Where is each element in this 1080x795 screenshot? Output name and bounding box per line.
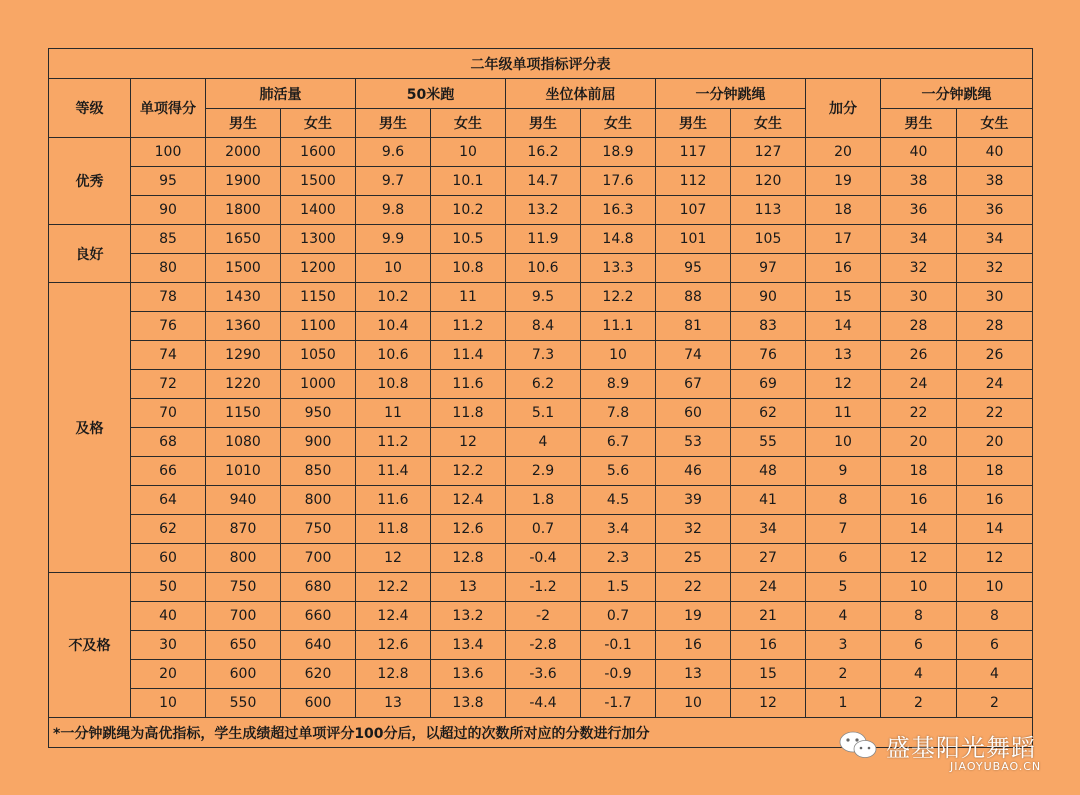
cell-rope-male: 81: [656, 312, 731, 341]
table-row: [49, 167, 1033, 196]
table-row: [49, 312, 1033, 341]
cell-rope-bonus-female: 14: [957, 515, 1033, 544]
cell-vital-capacity-male: 1010: [206, 457, 281, 486]
cell-rope-bonus-female: 32: [957, 254, 1033, 283]
watermark-text: 盛基阳光舞蹈: [886, 734, 1036, 762]
cell-bonus: 3: [806, 631, 881, 660]
cell-rope-female: 127: [731, 138, 806, 167]
cell-vital-capacity-male: 1080: [206, 428, 281, 457]
cell-rope-male: 16: [656, 631, 731, 660]
cell-run50-female: 13.4: [431, 631, 506, 660]
cell-score: 60: [131, 544, 206, 573]
cell-rope-bonus-male: 26: [881, 341, 957, 370]
cell-run50-male: 12.2: [356, 573, 431, 602]
cell-sit-reach-female: 16.3: [581, 196, 656, 225]
cell-vital-capacity-male: 1800: [206, 196, 281, 225]
cell-rope-female: 97: [731, 254, 806, 283]
cell-vital-capacity-female: 1600: [281, 138, 356, 167]
cell-vital-capacity-male: 1430: [206, 283, 281, 312]
cell-rope-bonus-male: 10: [881, 573, 957, 602]
table-row: [49, 196, 1033, 225]
cell-vital-capacity-female: 660: [281, 602, 356, 631]
cell-run50-female: 11: [431, 283, 506, 312]
cell-run50-male: 10: [356, 254, 431, 283]
cell-rope-male: 25: [656, 544, 731, 573]
cell-score: 78: [131, 283, 206, 312]
header-female: 女生: [281, 109, 356, 138]
cell-rope-bonus-male: 30: [881, 283, 957, 312]
cell-sit-reach-female: 11.1: [581, 312, 656, 341]
cell-run50-male: 10.8: [356, 370, 431, 399]
cell-vital-capacity-male: 750: [206, 573, 281, 602]
cell-vital-capacity-female: 600: [281, 689, 356, 718]
cell-vital-capacity-female: 800: [281, 486, 356, 515]
table-row: [49, 631, 1033, 660]
cell-rope-male: 22: [656, 573, 731, 602]
table-row: [49, 399, 1033, 428]
cell-bonus: 8: [806, 486, 881, 515]
cell-vital-capacity-female: 1000: [281, 370, 356, 399]
header-male: 男生: [356, 109, 431, 138]
cell-sit-reach-male: 16.2: [506, 138, 581, 167]
cell-score: 76: [131, 312, 206, 341]
cell-rope-male: 10: [656, 689, 731, 718]
header-50m-run: 50米跑: [356, 79, 506, 109]
cell-rope-female: 62: [731, 399, 806, 428]
table-row: [49, 515, 1033, 544]
cell-rope-bonus-female: 4: [957, 660, 1033, 689]
cell-vital-capacity-female: 900: [281, 428, 356, 457]
cell-run50-male: 9.6: [356, 138, 431, 167]
cell-sit-reach-male: 13.2: [506, 196, 581, 225]
table-row: [49, 225, 1033, 254]
cell-rope-bonus-female: 28: [957, 312, 1033, 341]
cell-run50-female: 11.6: [431, 370, 506, 399]
cell-run50-female: 12.8: [431, 544, 506, 573]
cell-score: 70: [131, 399, 206, 428]
cell-rope-male: 112: [656, 167, 731, 196]
cell-sit-reach-female: 0.7: [581, 602, 656, 631]
cell-run50-male: 9.7: [356, 167, 431, 196]
header-female: 女生: [431, 109, 506, 138]
header-rope-skipping: 一分钟跳绳: [656, 79, 806, 109]
cell-run50-female: 10.2: [431, 196, 506, 225]
cell-rope-female: 83: [731, 312, 806, 341]
cell-rope-bonus-female: 26: [957, 341, 1033, 370]
cell-bonus: 18: [806, 196, 881, 225]
cell-bonus: 14: [806, 312, 881, 341]
cell-rope-male: 74: [656, 341, 731, 370]
cell-bonus: 1: [806, 689, 881, 718]
cell-rope-bonus-male: 2: [881, 689, 957, 718]
cell-score: 66: [131, 457, 206, 486]
table-title: 二年级单项指标评分表: [49, 49, 1033, 79]
cell-rope-female: 15: [731, 660, 806, 689]
table-row: [49, 602, 1033, 631]
cell-score: 30: [131, 631, 206, 660]
cell-sit-reach-male: 5.1: [506, 399, 581, 428]
cell-run50-male: 12.6: [356, 631, 431, 660]
cell-rope-male: 39: [656, 486, 731, 515]
cell-run50-male: 11: [356, 399, 431, 428]
cell-sit-reach-male: 9.5: [506, 283, 581, 312]
cell-rope-female: 24: [731, 573, 806, 602]
cell-score: 100: [131, 138, 206, 167]
cell-run50-female: 12.2: [431, 457, 506, 486]
cell-sit-reach-male: -1.2: [506, 573, 581, 602]
table-row: [49, 457, 1033, 486]
cell-rope-bonus-female: 38: [957, 167, 1033, 196]
cell-vital-capacity-male: 1290: [206, 341, 281, 370]
cell-vital-capacity-female: 700: [281, 544, 356, 573]
cell-bonus: 6: [806, 544, 881, 573]
cell-bonus: 16: [806, 254, 881, 283]
cell-vital-capacity-male: 800: [206, 544, 281, 573]
cell-run50-male: 11.8: [356, 515, 431, 544]
cell-rope-male: 19: [656, 602, 731, 631]
cell-sit-reach-female: -0.1: [581, 631, 656, 660]
cell-rope-female: 105: [731, 225, 806, 254]
table-footnote: *一分钟跳绳为高优指标，学生成绩超过单项评分100分后，以超过的次数所对应的分数进行加分: [49, 718, 1033, 748]
cell-sit-reach-male: -0.4: [506, 544, 581, 573]
cell-rope-female: 34: [731, 515, 806, 544]
cell-rope-female: 21: [731, 602, 806, 631]
header-sit-reach: 坐位体前屈: [506, 79, 656, 109]
cell-rope-male: 95: [656, 254, 731, 283]
cell-vital-capacity-male: 870: [206, 515, 281, 544]
score-table: [48, 48, 1033, 748]
cell-run50-male: 9.8: [356, 196, 431, 225]
table-row: [49, 370, 1033, 399]
cell-rope-female: 120: [731, 167, 806, 196]
table-row: [49, 283, 1033, 312]
cell-rope-bonus-female: 36: [957, 196, 1033, 225]
cell-rope-female: 90: [731, 283, 806, 312]
cell-sit-reach-female: 10: [581, 341, 656, 370]
cell-rope-female: 69: [731, 370, 806, 399]
cell-rope-bonus-female: 22: [957, 399, 1033, 428]
cell-rope-bonus-female: 2: [957, 689, 1033, 718]
cell-rope-bonus-female: 20: [957, 428, 1033, 457]
cell-run50-male: 12.8: [356, 660, 431, 689]
cell-sit-reach-female: 18.9: [581, 138, 656, 167]
cell-bonus: 13: [806, 341, 881, 370]
table-row: [49, 428, 1033, 457]
cell-rope-bonus-male: 32: [881, 254, 957, 283]
cell-score: 72: [131, 370, 206, 399]
cell-rope-male: 117: [656, 138, 731, 167]
cell-rope-bonus-female: 34: [957, 225, 1033, 254]
cell-rope-bonus-male: 4: [881, 660, 957, 689]
cell-sit-reach-female: 3.4: [581, 515, 656, 544]
cell-score: 85: [131, 225, 206, 254]
cell-score: 62: [131, 515, 206, 544]
cell-rope-female: 41: [731, 486, 806, 515]
cell-bonus: 10: [806, 428, 881, 457]
header-female: 女生: [957, 109, 1033, 138]
cell-rope-female: 113: [731, 196, 806, 225]
header-vital-capacity: 肺活量: [206, 79, 356, 109]
cell-bonus: 20: [806, 138, 881, 167]
cell-vital-capacity-male: 600: [206, 660, 281, 689]
cell-run50-male: 10.2: [356, 283, 431, 312]
grade-cell: 良好: [49, 225, 131, 283]
cell-vital-capacity-male: 1900: [206, 167, 281, 196]
cell-run50-female: 13: [431, 573, 506, 602]
cell-vital-capacity-male: 650: [206, 631, 281, 660]
cell-sit-reach-female: 7.8: [581, 399, 656, 428]
cell-rope-male: 13: [656, 660, 731, 689]
cell-sit-reach-male: 0.7: [506, 515, 581, 544]
cell-sit-reach-female: 2.3: [581, 544, 656, 573]
cell-sit-reach-male: 1.8: [506, 486, 581, 515]
cell-bonus: 4: [806, 602, 881, 631]
cell-run50-female: 12.6: [431, 515, 506, 544]
header-grade: 等级: [49, 79, 131, 138]
cell-sit-reach-female: 5.6: [581, 457, 656, 486]
table-row: [49, 544, 1033, 573]
cell-run50-female: 11.4: [431, 341, 506, 370]
watermark: [838, 720, 1068, 780]
grade-cell: 及格: [49, 283, 131, 573]
cell-run50-female: 13.6: [431, 660, 506, 689]
cell-vital-capacity-male: 1220: [206, 370, 281, 399]
cell-rope-bonus-male: 24: [881, 370, 957, 399]
cell-rope-bonus-female: 10: [957, 573, 1033, 602]
cell-score: 80: [131, 254, 206, 283]
cell-rope-bonus-male: 34: [881, 225, 957, 254]
cell-rope-bonus-female: 40: [957, 138, 1033, 167]
cell-bonus: 15: [806, 283, 881, 312]
cell-vital-capacity-male: 2000: [206, 138, 281, 167]
table-row: [49, 689, 1033, 718]
cell-bonus: 17: [806, 225, 881, 254]
cell-rope-female: 76: [731, 341, 806, 370]
cell-vital-capacity-male: 550: [206, 689, 281, 718]
cell-rope-female: 55: [731, 428, 806, 457]
cell-sit-reach-female: 6.7: [581, 428, 656, 457]
cell-sit-reach-male: 8.4: [506, 312, 581, 341]
cell-sit-reach-female: -0.9: [581, 660, 656, 689]
cell-rope-male: 53: [656, 428, 731, 457]
cell-bonus: 9: [806, 457, 881, 486]
header-male: 男生: [206, 109, 281, 138]
cell-run50-male: 13: [356, 689, 431, 718]
cell-vital-capacity-male: 1150: [206, 399, 281, 428]
cell-vital-capacity-female: 950: [281, 399, 356, 428]
cell-sit-reach-female: 12.2: [581, 283, 656, 312]
cell-rope-female: 48: [731, 457, 806, 486]
header-female: 女生: [581, 109, 656, 138]
table-body: [49, 138, 1033, 718]
cell-rope-male: 101: [656, 225, 731, 254]
cell-bonus: 12: [806, 370, 881, 399]
cell-sit-reach-female: 14.8: [581, 225, 656, 254]
table-row: [49, 138, 1033, 167]
cell-sit-reach-female: 17.6: [581, 167, 656, 196]
cell-score: 20: [131, 660, 206, 689]
cell-rope-bonus-female: 24: [957, 370, 1033, 399]
cell-vital-capacity-female: 1150: [281, 283, 356, 312]
cell-run50-female: 10.1: [431, 167, 506, 196]
cell-run50-male: 10.4: [356, 312, 431, 341]
cell-rope-female: 27: [731, 544, 806, 573]
header-male: 男生: [506, 109, 581, 138]
cell-rope-bonus-male: 16: [881, 486, 957, 515]
cell-rope-bonus-female: 8: [957, 602, 1033, 631]
cell-sit-reach-male: -2: [506, 602, 581, 631]
cell-run50-female: 12.4: [431, 486, 506, 515]
cell-vital-capacity-female: 620: [281, 660, 356, 689]
table-row: [49, 254, 1033, 283]
cell-rope-bonus-female: 18: [957, 457, 1033, 486]
header-score: 单项得分: [131, 79, 206, 138]
cell-bonus: 7: [806, 515, 881, 544]
cell-rope-male: 60: [656, 399, 731, 428]
grade-cell: 优秀: [49, 138, 131, 225]
cell-vital-capacity-male: 940: [206, 486, 281, 515]
cell-rope-bonus-female: 12: [957, 544, 1033, 573]
table-row: [49, 341, 1033, 370]
cell-run50-female: 13.2: [431, 602, 506, 631]
cell-run50-male: 12.4: [356, 602, 431, 631]
cell-run50-female: 10: [431, 138, 506, 167]
cell-rope-male: 32: [656, 515, 731, 544]
cell-sit-reach-male: 11.9: [506, 225, 581, 254]
score-sheet: [48, 48, 1034, 748]
cell-vital-capacity-female: 1400: [281, 196, 356, 225]
cell-rope-male: 46: [656, 457, 731, 486]
cell-vital-capacity-female: 1500: [281, 167, 356, 196]
cell-vital-capacity-female: 640: [281, 631, 356, 660]
cell-score: 68: [131, 428, 206, 457]
grade-cell: 不及格: [49, 573, 131, 718]
cell-rope-bonus-male: 40: [881, 138, 957, 167]
cell-vital-capacity-male: 1360: [206, 312, 281, 341]
cell-vital-capacity-male: 700: [206, 602, 281, 631]
header-bonus: 加分: [806, 79, 881, 138]
cell-vital-capacity-male: 1500: [206, 254, 281, 283]
header-rope-skipping-bonus: 一分钟跳绳: [881, 79, 1033, 109]
cell-rope-bonus-female: 6: [957, 631, 1033, 660]
wechat-icon: [838, 730, 878, 760]
cell-rope-bonus-male: 22: [881, 399, 957, 428]
cell-sit-reach-female: 8.9: [581, 370, 656, 399]
cell-sit-reach-male: 6.2: [506, 370, 581, 399]
cell-run50-male: 12: [356, 544, 431, 573]
cell-rope-male: 88: [656, 283, 731, 312]
cell-rope-bonus-male: 20: [881, 428, 957, 457]
cell-vital-capacity-female: 1050: [281, 341, 356, 370]
cell-vital-capacity-male: 1650: [206, 225, 281, 254]
cell-run50-male: 11.6: [356, 486, 431, 515]
cell-vital-capacity-female: 750: [281, 515, 356, 544]
cell-rope-bonus-male: 14: [881, 515, 957, 544]
cell-bonus: 19: [806, 167, 881, 196]
cell-sit-reach-male: -3.6: [506, 660, 581, 689]
watermark-subtext: JIAOYUBAO.CN: [950, 760, 1042, 773]
cell-run50-male: 11.4: [356, 457, 431, 486]
cell-sit-reach-male: -2.8: [506, 631, 581, 660]
cell-score: 90: [131, 196, 206, 225]
cell-rope-female: 12: [731, 689, 806, 718]
table-row: [49, 660, 1033, 689]
header-female: 女生: [731, 109, 806, 138]
cell-bonus: 2: [806, 660, 881, 689]
cell-sit-reach-female: -1.7: [581, 689, 656, 718]
cell-score: 64: [131, 486, 206, 515]
cell-rope-bonus-male: 18: [881, 457, 957, 486]
header-male: 男生: [656, 109, 731, 138]
cell-bonus: 11: [806, 399, 881, 428]
cell-sit-reach-female: 13.3: [581, 254, 656, 283]
cell-rope-bonus-male: 6: [881, 631, 957, 660]
cell-run50-female: 12: [431, 428, 506, 457]
cell-rope-bonus-male: 8: [881, 602, 957, 631]
cell-sit-reach-male: 14.7: [506, 167, 581, 196]
cell-vital-capacity-female: 850: [281, 457, 356, 486]
cell-score: 95: [131, 167, 206, 196]
cell-rope-bonus-male: 36: [881, 196, 957, 225]
cell-run50-female: 11.8: [431, 399, 506, 428]
cell-rope-male: 67: [656, 370, 731, 399]
cell-sit-reach-male: 10.6: [506, 254, 581, 283]
cell-run50-male: 10.6: [356, 341, 431, 370]
cell-rope-bonus-female: 30: [957, 283, 1033, 312]
cell-sit-reach-male: 4: [506, 428, 581, 457]
cell-vital-capacity-female: 1300: [281, 225, 356, 254]
cell-score: 40: [131, 602, 206, 631]
cell-rope-bonus-male: 12: [881, 544, 957, 573]
cell-run50-female: 11.2: [431, 312, 506, 341]
table-row: [49, 573, 1033, 602]
cell-rope-female: 16: [731, 631, 806, 660]
cell-run50-female: 10.5: [431, 225, 506, 254]
cell-vital-capacity-female: 1100: [281, 312, 356, 341]
cell-run50-female: 13.8: [431, 689, 506, 718]
cell-run50-male: 9.9: [356, 225, 431, 254]
cell-sit-reach-male: 2.9: [506, 457, 581, 486]
cell-vital-capacity-female: 680: [281, 573, 356, 602]
cell-score: 50: [131, 573, 206, 602]
cell-sit-reach-female: 4.5: [581, 486, 656, 515]
cell-sit-reach-male: -4.4: [506, 689, 581, 718]
cell-vital-capacity-female: 1200: [281, 254, 356, 283]
table-row: [49, 486, 1033, 515]
cell-rope-male: 107: [656, 196, 731, 225]
cell-run50-female: 10.8: [431, 254, 506, 283]
cell-rope-bonus-female: 16: [957, 486, 1033, 515]
header-male: 男生: [881, 109, 957, 138]
cell-score: 10: [131, 689, 206, 718]
cell-sit-reach-male: 7.3: [506, 341, 581, 370]
cell-rope-bonus-male: 28: [881, 312, 957, 341]
cell-rope-bonus-male: 38: [881, 167, 957, 196]
cell-bonus: 5: [806, 573, 881, 602]
cell-sit-reach-female: 1.5: [581, 573, 656, 602]
cell-run50-male: 11.2: [356, 428, 431, 457]
cell-score: 74: [131, 341, 206, 370]
